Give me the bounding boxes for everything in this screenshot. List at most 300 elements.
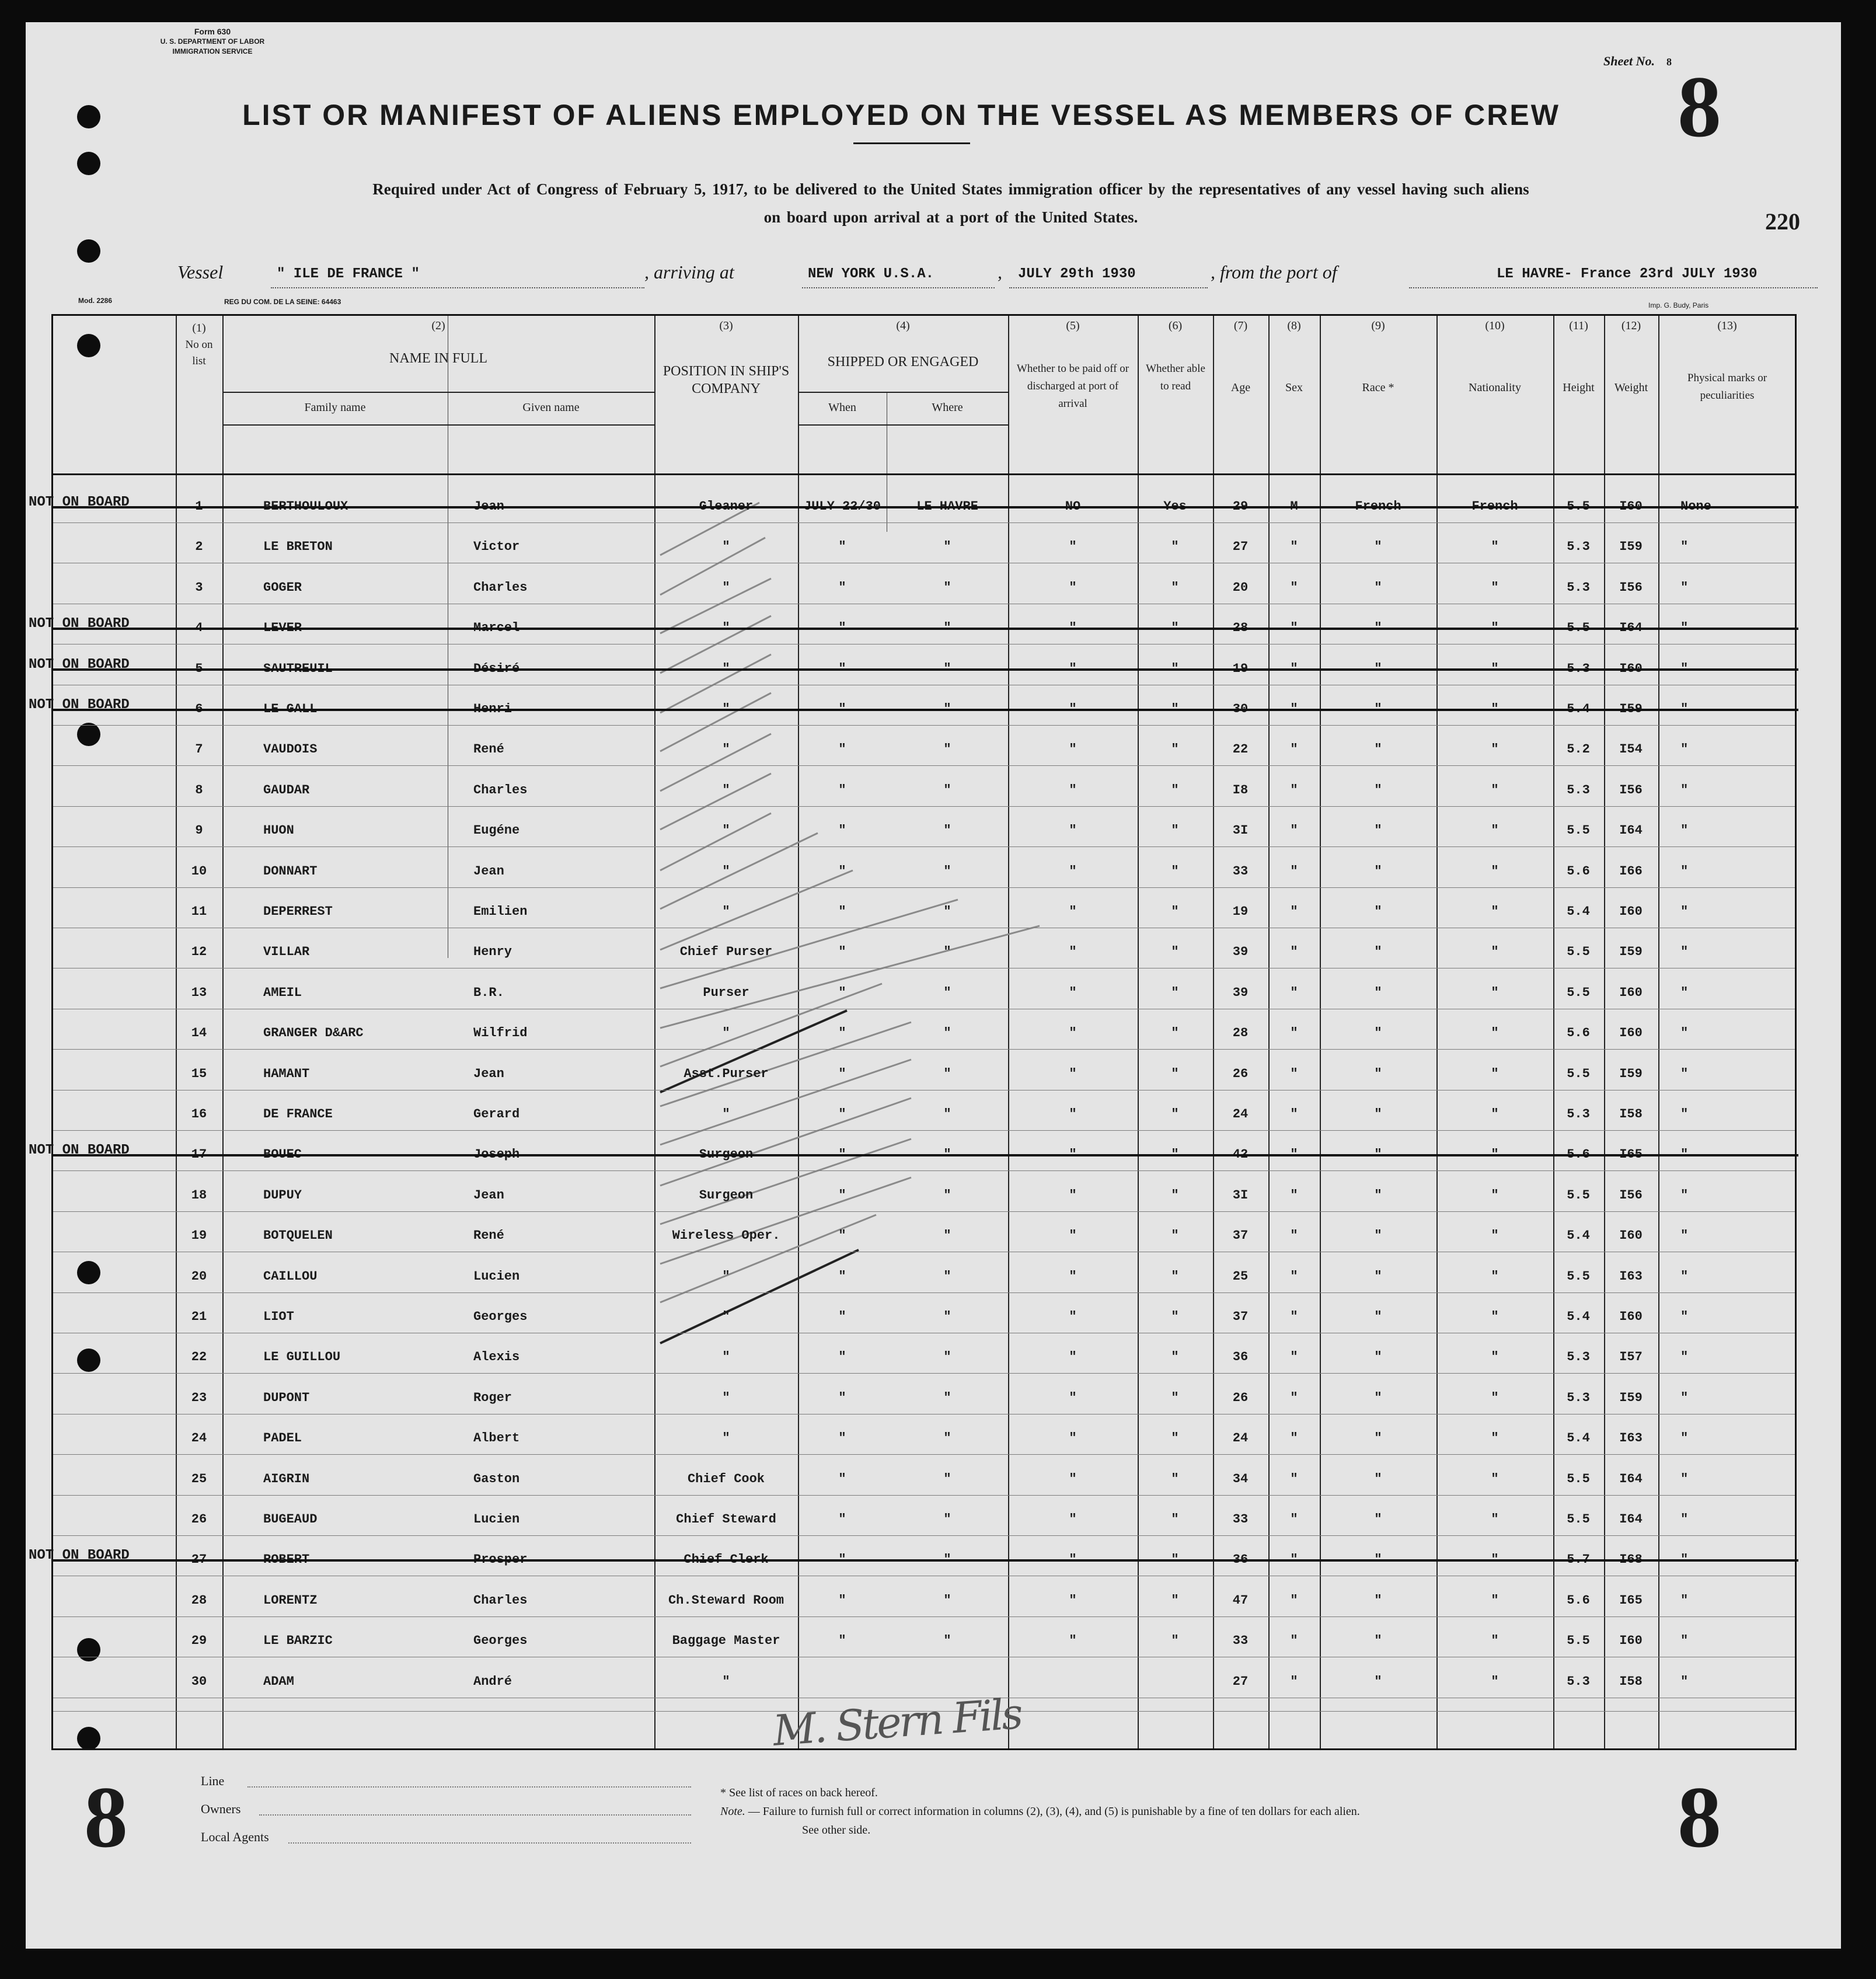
not-on-board-stamp: NOT ON BOARD <box>29 616 130 632</box>
cell-no: 29 <box>191 1633 207 1649</box>
cell-weight: I59 <box>1619 1390 1643 1405</box>
cell-paid: " <box>1069 1066 1077 1081</box>
cell-weight: I60 <box>1619 1633 1643 1649</box>
col-3-number: (3) <box>719 319 733 332</box>
cell-sex: " <box>1290 1107 1298 1121</box>
col-3-header: POSITION IN SHIP'S COMPANY <box>662 364 790 396</box>
cell-marks: " <box>1680 1633 1689 1649</box>
row-rule <box>53 1616 1795 1617</box>
vessel-label: Vessel <box>177 262 224 283</box>
cell-age: 36 <box>1232 1350 1249 1365</box>
cell-nat: " <box>1491 1674 1499 1689</box>
cell-weight: I63 <box>1619 1431 1643 1446</box>
cell-paid: " <box>1069 823 1077 838</box>
cell-read: " <box>1171 1633 1179 1649</box>
cell-family: VAUDOIS <box>263 742 318 757</box>
cell-position: " <box>722 1269 730 1284</box>
cell-nat: " <box>1491 823 1499 838</box>
cell-where: " <box>943 580 951 595</box>
col-2-number: (2) <box>431 319 445 332</box>
cell-sex: " <box>1290 782 1298 797</box>
cell-marks: " <box>1680 742 1689 757</box>
not-on-board-stamp: NOT ON BOARD <box>29 656 130 673</box>
cell-family: AIGRIN <box>263 1471 310 1486</box>
col-1-header: (1) No on list <box>185 322 213 367</box>
cell-family: GRANGER D&ARC <box>263 1026 364 1041</box>
cell-position: " <box>722 1390 730 1405</box>
cell-family: DONNART <box>263 863 318 879</box>
cell-family: DEPERREST <box>263 904 333 919</box>
cell-read: " <box>1171 945 1179 960</box>
cell-given: René <box>473 742 504 757</box>
cell-when: " <box>838 985 846 1000</box>
cell-nat: " <box>1491 539 1499 555</box>
row-rule <box>53 887 1795 888</box>
binder-hole <box>77 105 100 128</box>
cell-weight: I60 <box>1619 1026 1643 1041</box>
cell-given: Lucien <box>473 1512 520 1527</box>
cell-read: " <box>1171 1187 1179 1203</box>
cell-where: " <box>943 863 951 879</box>
cell-weight: I57 <box>1619 1350 1643 1365</box>
cell-weight: I58 <box>1619 1107 1643 1121</box>
cell-paid: " <box>1069 1228 1077 1243</box>
cell-family: BUGEAUD <box>263 1512 318 1527</box>
where-header: Where <box>932 401 963 414</box>
cell-height: 5.4 <box>1567 1431 1590 1446</box>
cell-nat: " <box>1491 580 1499 595</box>
department-name: U. S. DEPARTMENT OF LABOR <box>160 37 265 46</box>
cell-read: " <box>1171 1593 1179 1608</box>
cell-age: 19 <box>1232 904 1249 919</box>
cell-race: " <box>1374 1674 1382 1689</box>
cell-nat: " <box>1491 945 1499 960</box>
cell-where: " <box>943 1309 951 1324</box>
row-rule <box>53 806 1795 807</box>
cell-nat: " <box>1491 782 1499 797</box>
cell-sex: " <box>1290 1471 1298 1486</box>
cell-position: " <box>722 823 730 838</box>
cell-sex: " <box>1290 1674 1298 1689</box>
big-sheet-number-right: 8 <box>1678 1769 1721 1866</box>
cell-age: 26 <box>1232 1390 1249 1405</box>
cell-given: René <box>473 1228 504 1243</box>
cell-sex: " <box>1290 1431 1298 1446</box>
cell-given: Charles <box>473 1593 528 1608</box>
cell-given: Wilfrid <box>473 1026 528 1041</box>
cell-height: 5.2 <box>1567 742 1590 757</box>
col-4-number: (4) <box>896 319 910 332</box>
cell-where: " <box>943 539 951 555</box>
cell-family: AMEIL <box>263 985 302 1000</box>
cell-family: PADEL <box>263 1431 302 1446</box>
cell-marks: " <box>1680 863 1689 879</box>
cell-sex: " <box>1290 863 1298 879</box>
cell-family: HUON <box>263 823 294 838</box>
cell-marks: " <box>1680 1026 1689 1041</box>
row-rule <box>53 1130 1795 1131</box>
cell-age: 22 <box>1232 742 1249 757</box>
cell-no: 3 <box>195 580 203 595</box>
cell-paid: " <box>1069 1633 1077 1649</box>
cell-height: 5.5 <box>1567 1471 1590 1486</box>
cell-race: " <box>1374 1066 1382 1081</box>
strike-line <box>53 709 1798 711</box>
cell-paid: " <box>1069 1350 1077 1365</box>
cell-sex: " <box>1290 1593 1298 1608</box>
cell-marks: " <box>1680 539 1689 555</box>
col-12-number: (12) <box>1621 319 1641 332</box>
big-sheet-number-top: 8 <box>1678 58 1721 155</box>
cell-nat: " <box>1491 1066 1499 1081</box>
cell-when: " <box>838 1633 846 1649</box>
cell-weight: I66 <box>1619 863 1643 879</box>
cell-height: 5.3 <box>1567 782 1590 797</box>
cell-marks: " <box>1680 823 1689 838</box>
col-6-header: Whether able to read <box>1146 363 1205 392</box>
cell-where: " <box>943 1471 951 1486</box>
cell-read: " <box>1171 1066 1179 1081</box>
note-label: Note. <box>720 1805 745 1818</box>
col-6-number: (6) <box>1168 319 1183 332</box>
cell-family: ADAM <box>263 1674 294 1689</box>
cell-when: " <box>838 742 846 757</box>
sheet-number-label: Sheet No. <box>1603 54 1655 68</box>
cell-nat: " <box>1491 1228 1499 1243</box>
cell-nat: " <box>1491 1107 1499 1121</box>
cell-family: GAUDAR <box>263 782 310 797</box>
cell-where: " <box>943 1512 951 1527</box>
cell-race: " <box>1374 742 1382 757</box>
not-on-board-stamp: NOT ON BOARD <box>29 494 130 510</box>
cell-height: 5.5 <box>1567 1633 1590 1649</box>
row-rule <box>53 522 1795 523</box>
cell-no: 23 <box>191 1390 207 1405</box>
cell-paid: " <box>1069 1269 1077 1284</box>
cell-height: 5.3 <box>1567 1674 1590 1689</box>
cell-height: 5.6 <box>1567 863 1590 879</box>
cell-family: LE GUILLOU <box>263 1350 341 1365</box>
cell-position: " <box>722 1431 730 1446</box>
cell-age: 3I <box>1232 823 1249 838</box>
cell-race: " <box>1374 539 1382 555</box>
cell-position: " <box>722 1350 730 1365</box>
cell-no: 26 <box>191 1512 207 1527</box>
cell-marks: " <box>1680 1228 1689 1243</box>
cell-position: " <box>722 863 730 879</box>
cell-when: " <box>838 863 846 879</box>
cell-position: Asst.Purser <box>684 1066 769 1081</box>
col-5-number: (5) <box>1066 319 1080 332</box>
cell-nat: " <box>1491 1269 1499 1284</box>
cell-read: " <box>1171 904 1179 919</box>
cell-age: 26 <box>1232 1066 1249 1081</box>
cell-age: 47 <box>1232 1593 1249 1608</box>
cell-sex: " <box>1290 985 1298 1000</box>
cell-given: Charles <box>473 580 528 595</box>
cell-given: Charles <box>473 782 528 797</box>
cell-height: 5.3 <box>1567 539 1590 555</box>
cell-sex: " <box>1290 1512 1298 1527</box>
cell-paid: " <box>1069 580 1077 595</box>
cell-family: BOTQUELEN <box>263 1228 333 1243</box>
cell-no: 9 <box>195 823 203 838</box>
cell-where: " <box>943 782 951 797</box>
cell-where: " <box>943 1390 951 1405</box>
cell-position: " <box>722 1107 730 1121</box>
cell-family: CAILLOU <box>263 1269 318 1284</box>
cell-where: " <box>943 985 951 1000</box>
col-9-number: (9) <box>1371 319 1385 332</box>
cell-marks: " <box>1680 1269 1689 1284</box>
cell-sex: " <box>1290 945 1298 960</box>
cell-race: " <box>1374 1593 1382 1608</box>
cell-no: 15 <box>191 1066 207 1081</box>
cell-position: " <box>722 782 730 797</box>
cell-no: 13 <box>191 985 207 1000</box>
cell-marks: " <box>1680 945 1689 960</box>
crew-table <box>29 314 1797 1750</box>
cell-read: " <box>1171 1228 1179 1243</box>
cell-position: Wireless Oper. <box>672 1228 780 1243</box>
cell-nat: " <box>1491 1350 1499 1365</box>
arrival-date-sep: , <box>998 262 1002 283</box>
cell-family: DE FRANCE <box>263 1107 333 1121</box>
cell-age: 20 <box>1232 580 1249 595</box>
cell-family: DUPONT <box>263 1390 310 1405</box>
cell-when: " <box>838 1187 846 1203</box>
cell-height: 5.5 <box>1567 823 1590 838</box>
row-rule <box>53 846 1795 847</box>
cell-height: 5.5 <box>1567 1066 1590 1081</box>
cell-weight: I59 <box>1619 945 1643 960</box>
cell-position: Chief Cook <box>687 1471 765 1486</box>
cell-when: " <box>838 782 846 797</box>
cell-position: Surgeon <box>699 1187 754 1203</box>
col-13-number: (13) <box>1717 319 1737 332</box>
cell-weight: I65 <box>1619 1593 1643 1608</box>
col-8-number: (8) <box>1287 319 1301 332</box>
strike-line <box>53 1559 1798 1562</box>
row-rule <box>53 1049 1795 1050</box>
cell-read: " <box>1171 1107 1179 1121</box>
cell-marks: " <box>1680 985 1689 1000</box>
cell-position: " <box>722 1309 730 1324</box>
cell-when: " <box>838 945 846 960</box>
cell-family: LORENTZ <box>263 1593 318 1608</box>
cell-height: 5.5 <box>1567 985 1590 1000</box>
registration: REG DU COM. DE LA SEINE: 64463 <box>224 298 341 306</box>
vessel-line <box>177 262 1835 291</box>
arrival-port: NEW YORK U.S.A. <box>808 266 934 282</box>
cell-given: Jean <box>473 1066 504 1081</box>
cell-where: " <box>943 1633 951 1649</box>
cell-no: 22 <box>191 1350 207 1365</box>
cell-no: 8 <box>195 782 203 797</box>
cell-weight: I59 <box>1619 1066 1643 1081</box>
cell-paid: " <box>1069 945 1077 960</box>
cell-race: " <box>1374 985 1382 1000</box>
col-4-header: SHIPPED OR ENGAGED <box>827 354 979 370</box>
strike-line <box>53 628 1798 630</box>
row-rule <box>53 1535 1795 1536</box>
cell-no: 16 <box>191 1107 207 1121</box>
cell-weight: I64 <box>1619 1512 1643 1527</box>
cell-where: " <box>943 945 951 960</box>
cell-read: " <box>1171 1269 1179 1284</box>
cell-read: " <box>1171 1431 1179 1446</box>
not-on-board-stamp: NOT ON BOARD <box>29 697 130 713</box>
cell-sex: " <box>1290 1350 1298 1365</box>
cell-height: 5.3 <box>1567 580 1590 595</box>
cell-no: 30 <box>191 1674 207 1689</box>
cell-nat: " <box>1491 1593 1499 1608</box>
cell-given: Jean <box>473 863 504 879</box>
cell-race: " <box>1374 904 1382 919</box>
cell-sex: " <box>1290 1026 1298 1041</box>
cell-read: " <box>1171 1350 1179 1365</box>
cell-family: LIOT <box>263 1309 294 1324</box>
cell-marks: " <box>1680 1431 1689 1446</box>
departure-port: LE HAVRE- France 23rd JULY 1930 <box>1497 266 1758 282</box>
cell-height: 5.6 <box>1567 1026 1590 1041</box>
cell-paid: " <box>1069 1512 1077 1527</box>
cell-age: 39 <box>1232 985 1249 1000</box>
cell-where: " <box>943 1187 951 1203</box>
cell-weight: I56 <box>1619 782 1643 797</box>
arrival-date: JULY 29th 1930 <box>1018 266 1136 282</box>
races-note: * See list of races on back hereof. <box>720 1786 878 1799</box>
cell-given: Gaston <box>473 1471 520 1486</box>
cell-where: " <box>943 1431 951 1446</box>
cell-age: 39 <box>1232 945 1249 960</box>
cell-sex: " <box>1290 1633 1298 1649</box>
cell-paid: " <box>1069 1471 1077 1486</box>
cell-height: 5.3 <box>1567 1107 1590 1121</box>
cell-when: " <box>838 1026 846 1041</box>
cell-weight: I54 <box>1619 742 1643 757</box>
strike-line <box>53 506 1798 508</box>
cell-when: " <box>838 1228 846 1243</box>
cell-no: 7 <box>195 742 203 757</box>
cell-sex: " <box>1290 742 1298 757</box>
cell-paid: " <box>1069 782 1077 797</box>
cell-age: 24 <box>1232 1107 1249 1121</box>
subtitle <box>154 175 1748 231</box>
cell-given: Albert <box>473 1431 520 1446</box>
cell-where: " <box>943 742 951 757</box>
vessel-name: " ILE DE FRANCE " <box>277 266 420 282</box>
row-rule <box>53 1373 1795 1374</box>
cell-height: 5.5 <box>1567 945 1590 960</box>
cell-paid: " <box>1069 539 1077 555</box>
cell-race: " <box>1374 1512 1382 1527</box>
arriving-label: , arriving at <box>644 262 734 283</box>
signature: M. Stern Fils <box>771 1689 1023 1755</box>
cell-read: " <box>1171 1390 1179 1405</box>
cell-where: " <box>943 1107 951 1121</box>
cell-race: " <box>1374 1107 1382 1121</box>
cell-paid: " <box>1069 1107 1077 1121</box>
col-2-header: NAME IN FULL <box>389 351 487 366</box>
row-rule <box>53 1454 1795 1455</box>
cell-marks: " <box>1680 1674 1689 1689</box>
cell-when: " <box>838 1512 846 1527</box>
cell-given: Victor <box>473 539 520 555</box>
cell-read: " <box>1171 985 1179 1000</box>
cell-sex: " <box>1290 1066 1298 1081</box>
cell-paid: " <box>1069 1431 1077 1446</box>
cell-marks: " <box>1680 1593 1689 1608</box>
cell-position: " <box>722 904 730 919</box>
cell-when: " <box>838 823 846 838</box>
col-12-header: Weight <box>1614 381 1648 394</box>
cell-sex: " <box>1290 1390 1298 1405</box>
cell-sex: " <box>1290 1228 1298 1243</box>
cell-family: DUPUY <box>263 1187 302 1203</box>
cell-when: " <box>838 580 846 595</box>
col-13-header: Physical marks or peculiarities <box>1687 372 1767 402</box>
cell-age: 33 <box>1232 863 1249 879</box>
cell-weight: I64 <box>1619 1471 1643 1486</box>
cell-given: Gerard <box>473 1107 520 1121</box>
cell-given: Emilien <box>473 904 528 919</box>
cell-age: 25 <box>1232 1269 1249 1284</box>
note-text: — Failure to furnish full or correct information in columns (2), (3), (4), and (5) is punishable by a fine of ten dollars for each alien. <box>745 1805 1360 1818</box>
cell-given: Alexis <box>473 1350 520 1365</box>
pencil-marks <box>654 491 1063 1600</box>
cell-sex: " <box>1290 580 1298 595</box>
cell-race: " <box>1374 1309 1382 1324</box>
cell-no: 11 <box>191 904 207 919</box>
cell-height: 5.5 <box>1567 1187 1590 1203</box>
cell-height: 5.4 <box>1567 904 1590 919</box>
cell-marks: " <box>1680 1350 1689 1365</box>
col-10-header: Nationality <box>1469 381 1521 394</box>
cell-nat: " <box>1491 1390 1499 1405</box>
cell-sex: " <box>1290 1187 1298 1203</box>
sheet-number <box>1603 54 1672 69</box>
cell-read: " <box>1171 863 1179 879</box>
cell-position: " <box>722 742 730 757</box>
cell-height: 5.3 <box>1567 1350 1590 1365</box>
cell-position: " <box>722 1026 730 1041</box>
cell-race: " <box>1374 1350 1382 1365</box>
cell-race: " <box>1374 1431 1382 1446</box>
cell-age: 27 <box>1232 539 1249 555</box>
strike-line <box>53 668 1798 671</box>
cell-weight: I60 <box>1619 985 1643 1000</box>
strike-line <box>53 1154 1798 1156</box>
cell-age: 28 <box>1232 1026 1249 1041</box>
cell-given: Jean <box>473 1187 504 1203</box>
cell-no: 25 <box>191 1471 207 1486</box>
cell-given: Roger <box>473 1390 512 1405</box>
cell-when: " <box>838 904 846 919</box>
cell-read: " <box>1171 823 1179 838</box>
cell-nat: " <box>1491 1471 1499 1486</box>
not-on-board-stamp: NOT ON BOARD <box>29 1142 130 1159</box>
cell-height: 5.5 <box>1567 1512 1590 1527</box>
cell-marks: " <box>1680 1512 1689 1527</box>
cell-no: 21 <box>191 1309 207 1324</box>
cell-race: " <box>1374 1390 1382 1405</box>
cell-paid: " <box>1069 904 1077 919</box>
cell-when: " <box>838 1350 846 1365</box>
cell-weight: I60 <box>1619 1228 1643 1243</box>
cell-no: 24 <box>191 1431 207 1446</box>
cell-given: Georges <box>473 1633 528 1649</box>
